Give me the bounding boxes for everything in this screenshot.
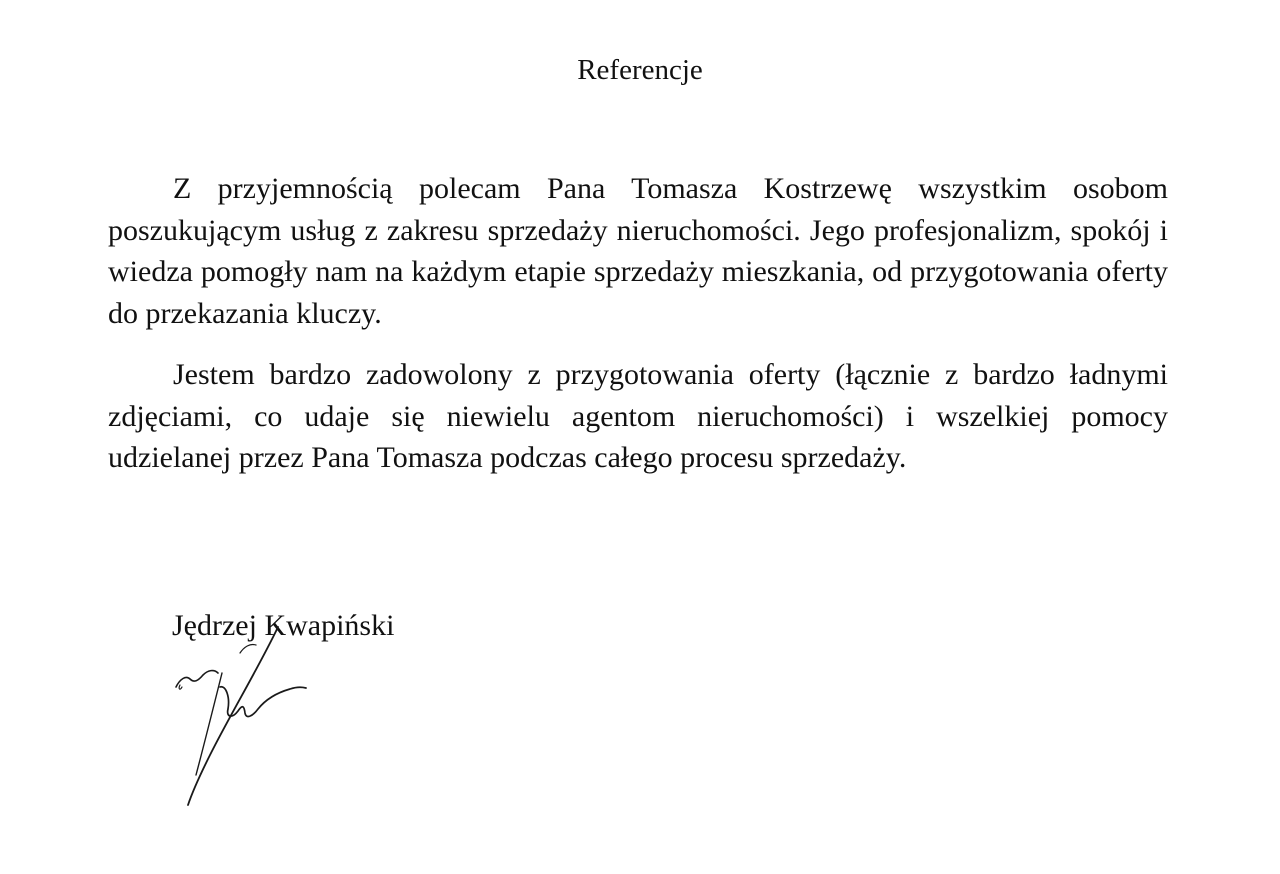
paragraph-1: Z przyjemnością polecam Pana Tomasza Kostrzewę wszystkim osobom poszukującym usług z zakresu sprzedaży nieruchomości. Jego profesjonalizm, spokój i wiedza pomogły nam na każdym etapie sprzedaży mieszkania, od przygotowania oferty do przekazania kluczy. (108, 172, 1168, 330)
paragraph-2: Jestem bardzo zadowolony z przygotowania oferty (łącznie z bardzo ładnymi zdjęciami, co udaje się niewielu agentom nieruchomości) i wszelkiej pomocy udzielanej przez Pana Tomasza podczas całego procesu sprzedaży. (108, 358, 1168, 474)
handwritten-signature (170, 625, 320, 810)
document-title: Referencje (577, 54, 703, 86)
letter-body (108, 168, 1168, 499)
author-name: Jędrzej Kwapiński (172, 609, 395, 642)
